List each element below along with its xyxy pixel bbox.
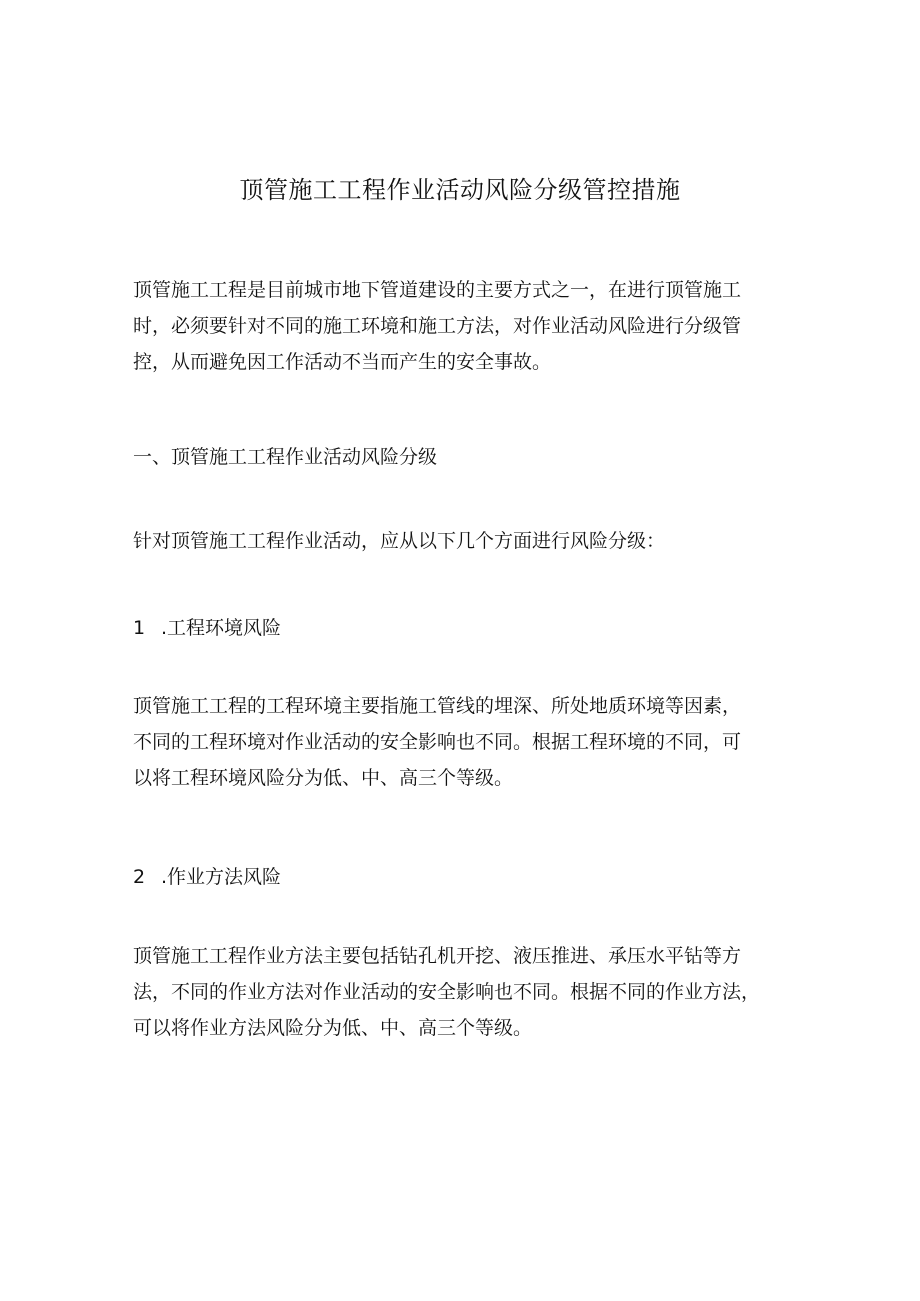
item-1-line-1: 顶管施工工程的工程环境主要指施工管线的埋深、所处地质环境等因素， [133, 695, 742, 717]
section-1-lead [133, 523, 783, 559]
item-2-line-2: 法，不同的作业方法对作业活动的安全影响也不同。根据不同的作业方法， [133, 981, 761, 1003]
section-1-heading: 一、顶管施工工程作业活动风险分级 [133, 446, 438, 468]
item-2-line-1: 顶管施工工程作业方法主要包括钻孔机开挖、液压推进、承压水平钻等方 [133, 945, 742, 967]
item-1-paragraph [133, 688, 783, 796]
item-2-title: .作业方法风险 [161, 866, 282, 888]
item-1-line-2: 不同的工程环境对作业活动的安全影响也不同。根据工程环境的不同，可 [133, 731, 742, 753]
intro-line-1: 顶管施工工程是目前城市地下管道建设的主要方式之一，在进行顶管施工 [133, 279, 742, 301]
intro-line-2: 时，必须要针对不同的施工环境和施工方法，对作业活动风险进行分级管 [133, 315, 742, 337]
item-2-heading [133, 859, 281, 895]
item-1-title: .工程环境风险 [161, 617, 282, 639]
item-2-number: 2 [133, 866, 146, 888]
intro-line-3: 控，从而避免因工作活动不当而产生的安全事故。 [133, 351, 552, 373]
item-1-line-3: 以将工程环境风险分为低、中、高三个等级。 [133, 767, 514, 789]
section-1-lead-line: 针对顶管施工工程作业活动，应从以下几个方面进行风险分级： [133, 530, 666, 552]
item-2-paragraph [133, 938, 783, 1046]
item-1-number: 1 [133, 617, 146, 639]
item-2-line-3: 可以将作业方法风险分为低、中、高三个等级。 [133, 1017, 533, 1039]
item-1-heading [133, 610, 281, 646]
intro-paragraph [133, 272, 783, 380]
document-title: 顶管施工工程作业活动风险分级管控措施 [239, 176, 681, 204]
